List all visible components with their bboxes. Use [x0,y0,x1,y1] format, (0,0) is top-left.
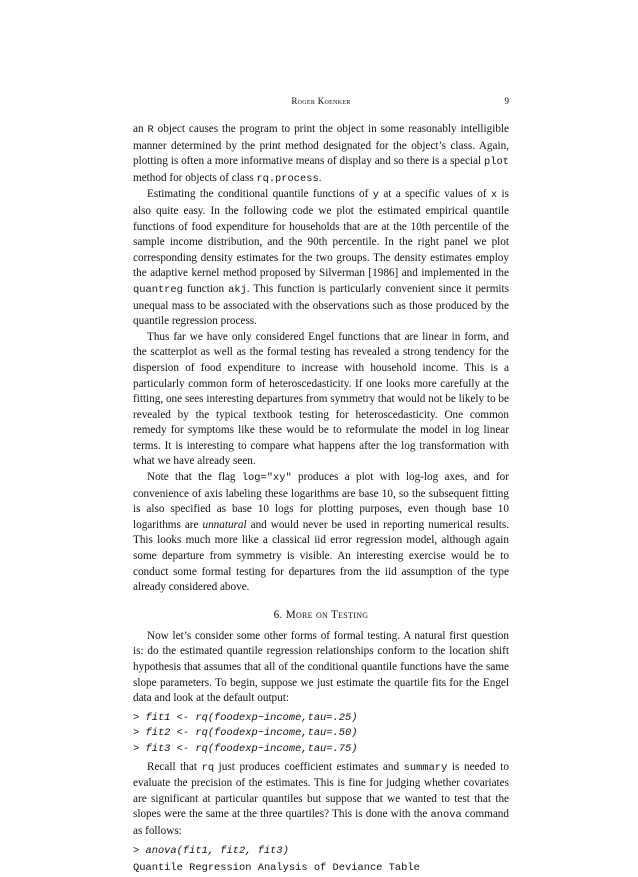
inline-code: anova [430,809,462,822]
page-body [133,122,509,877]
text-run: . This function is particularly convenient since it permits unequal mass to be associated with the observations such as those produced by the quantile regression process. [133,282,509,328]
inline-code: x [490,189,498,202]
page-number: 9 [504,96,509,106]
paragraphs [133,122,509,596]
inline-code: akj [228,283,247,296]
text-run: Thus far we have only considered Engel functions that are linear in form, and the scatterplot as well as the formal testing has revealed a strong tendency for the dispersion of food expenditure to increase with household income. This is a particularly common form of heteroscedasticity. If one looks more carefully at the fitting, one sees interesting departures from symmetry that would not be likely to be revealed by the typical textbook testing for heteroscedasticity. One common remedy for symptoms like these would be to reformulate the model in log linear terms. It is interesting to compare what happens after the log transformation with what we have already seen. [133,330,509,468]
text-run: Now let’s consider some other forms of formal testing. A natural first question is: do the estimated quantile regression relationships conform to the location shift hypothesis that assumes that all of the conditional quantile functions have the same slope parameters. To begin, suppose we just estimate the quartile fits for the Engel data and look at the default output: [133,629,509,705]
code-line: > fit2 <- rq(foodexp~income,tau=.50) [133,727,358,740]
code-line: > anova(fit1, fit2, fit3) [133,844,289,857]
inline-code: rq [201,761,215,774]
inline-code: y [372,189,379,202]
text-run: Estimating the conditional quantile functions of [147,188,373,201]
code-block-anova [133,844,509,860]
paragraph [133,122,509,187]
paragraph [133,330,509,470]
inline-code: plot [484,156,509,169]
inline-code: summary [403,761,448,774]
running-header-author: Roger Koenker [291,96,351,106]
after-code-paragraph [133,760,509,840]
text-run: and would never be used in reporting numerical results. This looks much more like a classical iid error regression model, although again some departure from symmetry is visible. An interesting exercise would be to conduct some formal testing for departures from the iid assumption of the type already considered above. [133,518,509,594]
text-run: object causes the program to print the object in some reasonably intelligible manner determined by the print method designated for the object’s class. Again, plotting is often a more informative means of display and so there is a special [133,123,509,168]
text-run: at a specific values of [378,188,491,201]
text-run: is needed to evaluate the precision of the estimates. This is fine for judging whether covariates are significant at particular quantiles but suppose that we wanted to test that the slopes were the same at the three quartiles? This is done with the [133,760,509,821]
code-line: > fit3 <- rq(foodexp~income,tau=.75) [133,742,358,755]
text-run: produces a plot with log-log axes, and for convenience of axis labeling these logarithms are base 10, so the subsequent fitting is also specified as base 10 logs for plotting purposes, even though base 10 logarithms are [133,471,509,531]
inline-code: quantreg [133,283,183,296]
inline-code: log="xy" [241,472,292,485]
text-run: command as follows: [133,808,509,837]
text-run: . [318,171,322,184]
text-run: Note that the flag [147,471,242,484]
text-run: is also quite easy. In the following code we plot the estimated empirical quantile functions of food expenditure for households that are at the 10th percentile of the sample income distribution, and the 90th percentile. In the right panel we plot corresponding density estimates for the two groups. The density estimates employ the adaptive kernel method proposed by Silverman [1986] and implemented in the [133,188,510,280]
paragraph [133,629,509,707]
output-line: Quantile Regression Analysis of Deviance Table [133,862,420,875]
text-run: an [133,123,148,135]
text-run: just produces coefficient estimates and [214,760,404,773]
paragraph [133,187,509,329]
paragraph [133,760,509,840]
text-run: Recall that [147,760,202,773]
section-heading: 6. More on Testing [273,608,369,621]
code-line: > fit1 <- rq(foodexp~income,tau=.25) [133,711,358,724]
section-paragraphs [133,629,509,707]
running-header [133,96,509,110]
text-run: function [182,282,229,295]
paragraph [133,470,509,596]
inline-code: R [147,124,154,136]
text-run: method for objects of class [133,171,257,184]
inline-code: rq.process [256,172,319,185]
emphasis: unnatural [202,518,247,531]
code-block-fits [133,711,509,758]
